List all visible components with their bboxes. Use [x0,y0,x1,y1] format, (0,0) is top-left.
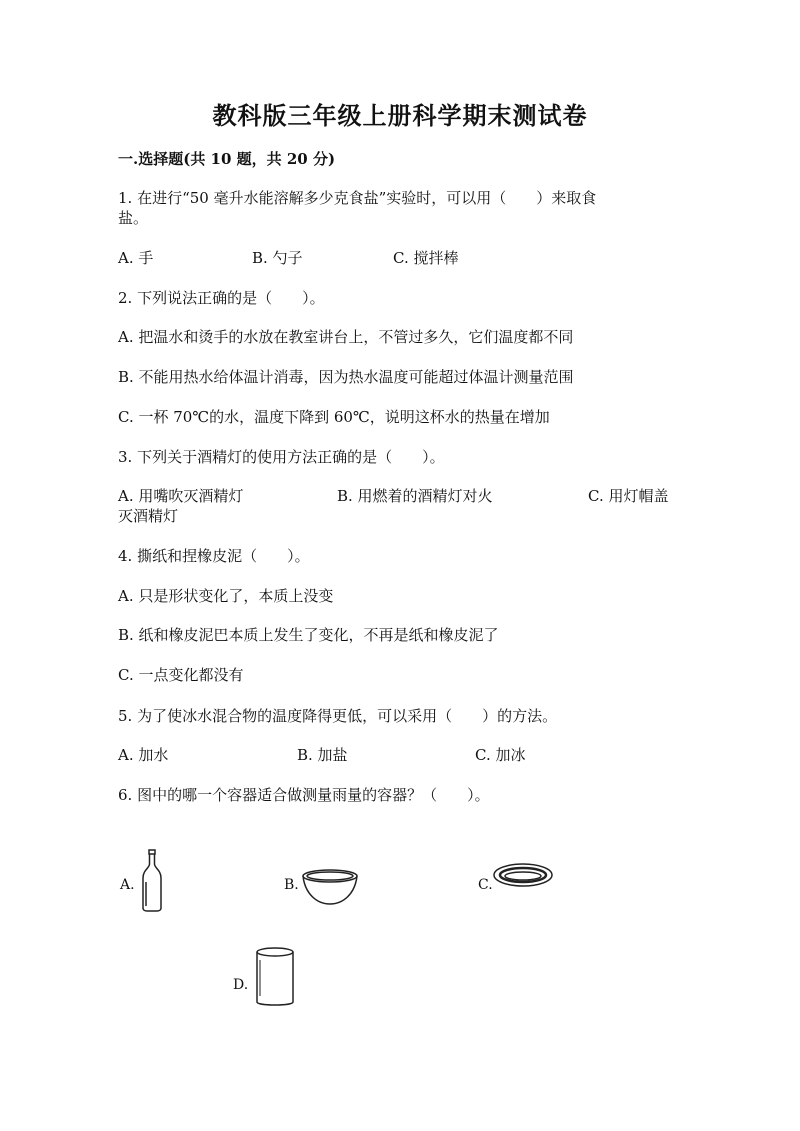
q4-option-c: C. 一点变化都没有 [118,666,244,684]
q6-option-a: A. [120,877,135,893]
q6-option-b: B. [284,877,299,893]
q4-option-b: B. 纸和橡皮泥巴本质上发生了变化，不再是纸和橡皮泥了 [118,626,499,644]
question-1-text: 1. 在进行“50 毫升水能溶解多少克食盐”实验时，可以用（ ）来取食 [118,189,597,207]
section-heading: 一.选择题(共 10 题，共 20 分) [118,150,336,168]
question-1-text-cont: 盐。 [118,209,149,227]
q2-option-c: C. 一杯 70℃的水，温度下降到 60℃，说明这杯水的热量在增加 [118,408,550,426]
q1-option-b: B. 勺子 [252,249,303,267]
q3-option-a: A. 用嘴吹灭酒精灯 [118,487,244,505]
q3-option-c: C. 用灯帽盖 [588,487,669,505]
question-4-text: 4. 撕纸和捏橡皮泥（ ）。 [118,547,310,565]
bowl-icon [301,868,359,908]
q1-option-a: A. 手 [118,249,154,267]
q5-option-c: C. 加冰 [475,746,526,764]
bottle-icon [140,848,164,912]
plate-icon [492,862,554,890]
q5-option-b: B. 加盐 [297,746,348,764]
q3-option-c-cont: 灭酒精灯 [118,507,179,525]
question-2-text: 2. 下列说法正确的是（ ）。 [118,289,325,307]
q6-option-d: D. [233,977,249,993]
q1-option-c: C. 搅拌棒 [393,249,459,267]
q4-option-a: A. 只是形状变化了，本质上没变 [118,587,334,605]
q2-option-a: A. 把温水和烫手的水放在教室讲台上，不管过多久，它们温度都不同 [118,328,574,346]
q6-option-c: C. [478,877,493,893]
q3-option-b: B. 用燃着的酒精灯对火 [337,487,493,505]
question-5-text: 5. 为了使冰水混合物的温度降得更低，可以采用（ ）的方法。 [118,707,558,725]
question-6-text: 6. 图中的哪一个容器适合做测量雨量的容器？（ ）。 [118,786,490,804]
q2-option-b: B. 不能用热水给体温计消毒，因为热水温度可能超过体温计测量范围 [118,368,574,386]
question-3-text: 3. 下列关于酒精灯的使用方法正确的是（ ）。 [118,448,445,466]
cylinder-cup-icon [254,946,296,1008]
page-title: 教科版三年级上册科学期末测试卷 [212,101,588,130]
q5-option-a: A. 加水 [118,746,169,764]
